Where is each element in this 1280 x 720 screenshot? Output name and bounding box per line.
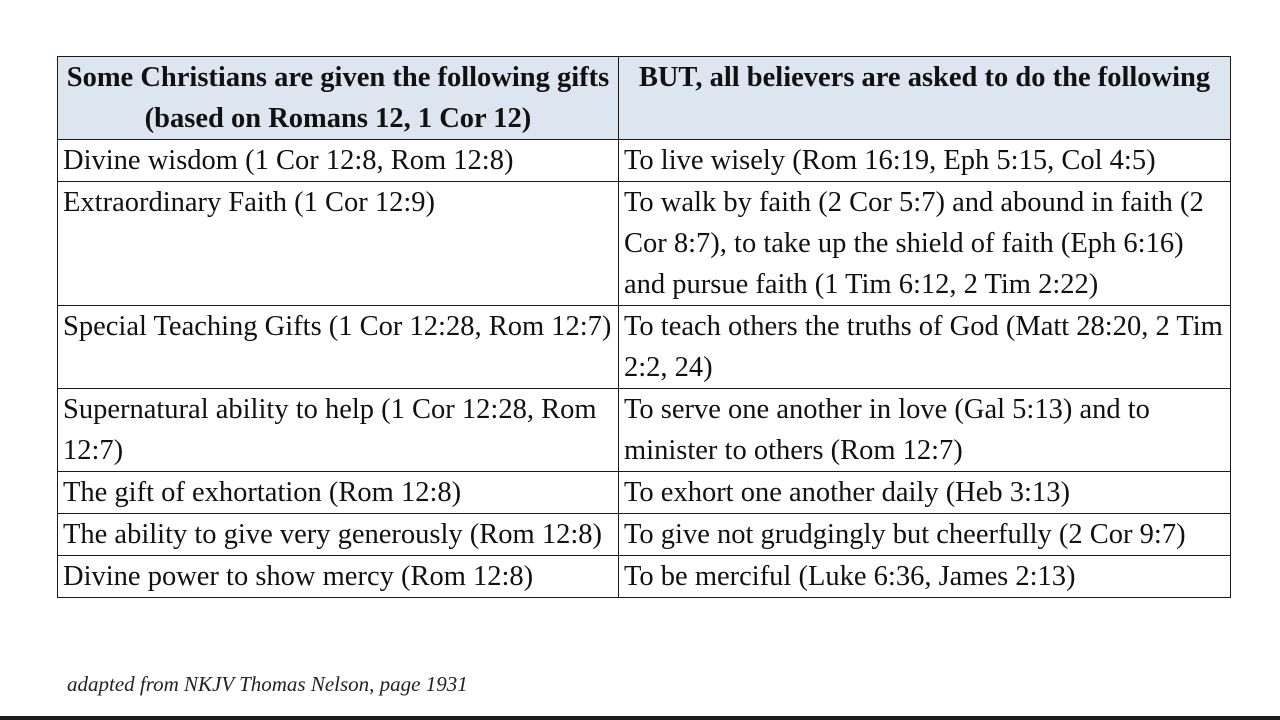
duty-cell: To exhort one another daily (Heb 3:13) (619, 472, 1231, 514)
duty-cell: To give not grudgingly but cheerfully (2 Cor 9:7) (619, 514, 1231, 556)
table-row (58, 182, 1231, 306)
table-row (58, 140, 1231, 182)
table-header-row (58, 57, 1231, 140)
duty-cell: To be merciful (Luke 6:36, James 2:13) (619, 556, 1231, 598)
duty-cell: To teach others the truths of God (Matt 28:20, 2 Tim 2:2, 24) (619, 306, 1231, 389)
table-row (58, 556, 1231, 598)
table-row (58, 306, 1231, 389)
gift-cell: The ability to give very generously (Rom 12:8) (58, 514, 619, 556)
table-row (58, 389, 1231, 472)
duty-cell: To serve one another in love (Gal 5:13) and to minister to others (Rom 12:7) (619, 389, 1231, 472)
header-all-believers: BUT, all believers are asked to do the following (619, 57, 1231, 140)
source-caption: adapted from NKJV Thomas Nelson, page 1931 (67, 672, 468, 696)
gift-cell: Supernatural ability to help (1 Cor 12:28, Rom 12:7) (58, 389, 619, 472)
header-gifts: Some Christians are given the following gifts (based on Romans 12, 1 Cor 12) (58, 57, 619, 140)
duty-cell: To live wisely (Rom 16:19, Eph 5:15, Col 4:5) (619, 140, 1231, 182)
gift-cell: Divine wisdom (1 Cor 12:8, Rom 12:8) (58, 140, 619, 182)
gifts-comparison-table (57, 56, 1231, 598)
gift-cell: Special Teaching Gifts (1 Cor 12:28, Rom 12:7) (58, 306, 619, 389)
bottom-divider (0, 716, 1280, 720)
table-row (58, 514, 1231, 556)
duty-cell: To walk by faith (2 Cor 5:7) and abound in faith (2 Cor 8:7), to take up the shield of faith (Eph 6:16) and pursue faith (1 Tim 6:12, 2 Tim 2:22) (619, 182, 1231, 306)
gift-cell: The gift of exhortation (Rom 12:8) (58, 472, 619, 514)
gift-cell: Divine power to show mercy (Rom 12:8) (58, 556, 619, 598)
table-row (58, 472, 1231, 514)
gift-cell: Extraordinary Faith (1 Cor 12:9) (58, 182, 619, 306)
